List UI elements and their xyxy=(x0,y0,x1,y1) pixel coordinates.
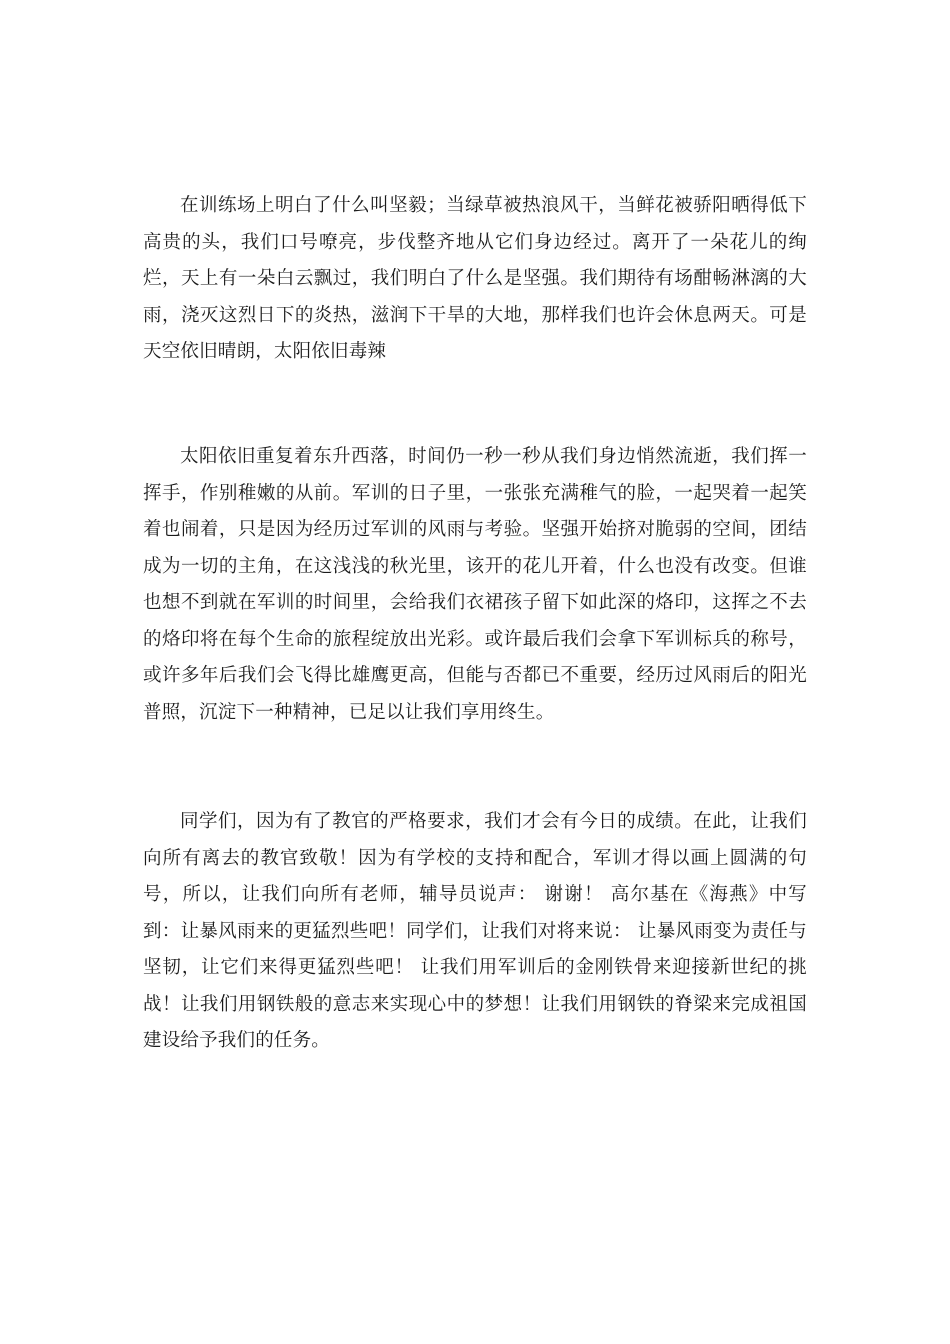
paragraph-training-field: 在训练场上明白了什么叫坚毅；当绿草被热浪风干，当鲜花被骄阳晒得低下高贵的头，我们口号嘹亮，步伐整齐地从它们身边经过。离开了一朵花儿的绚烂，天上有一朵白云飘过，我们明白了什么是坚强。我们期待有场酣畅淋漓的大雨，浇灭这烈日下的炎热，滋润下干旱的大地，那样我们也许会休息两天。可是天空依旧晴朗，太阳依旧毒辣 xyxy=(143,195,807,362)
paragraph-sun-rises: 太阳依旧重复着东升西落，时间仍一秒一秒从我们身边悄然流逝，我们挥一挥手，作别稚嫩的从前。军训的日子里，一张张充满稚气的脸，一起哭着一起笑着也闹着，只是因为经历过军训的风雨与考验。坚强开始挤对脆弱的空间，团结成为一切的主角，在这浅浅的秋光里，该开的花儿开着，什么也没有改变。但谁也想不到就在军训的时间里，会给我们衣裙孩子留下如此深的烙印，这挥之不去的烙印将在每个生命的旅程绽放出光彩。或许最后我们会拿下军训标兵的称号，或许多年后我们会飞得比雄鹰更高，但能与否都已不重要，经历过风雨后的阳光普照，沉淀下一种精神，已足以让我们享用终生。 xyxy=(143,446,807,723)
paragraph-classmates: 同学们，因为有了教官的严格要求，我们才会有今日的成绩。在此，让我们向所有离去的教官致敬！因为有学校的支持和配合，军训才得以画上圆满的句号，所以，让我们向所有老师，辅导员说声： 谢谢！ 高尔基在《海燕》中写到：让暴风雨来的更猛烈些吧！同学们，让我们对将来说： 让暴风雨变为责任与坚韧，让它们来得更猛烈些吧！ 让我们用军训后的金刚铁骨来迎接新世纪的挑战！让我们用钢铁般的意志来实现心中的梦想！让我们用钢铁的脊梁来完成祖国建设给予我们的任务。 xyxy=(143,811,807,1051)
